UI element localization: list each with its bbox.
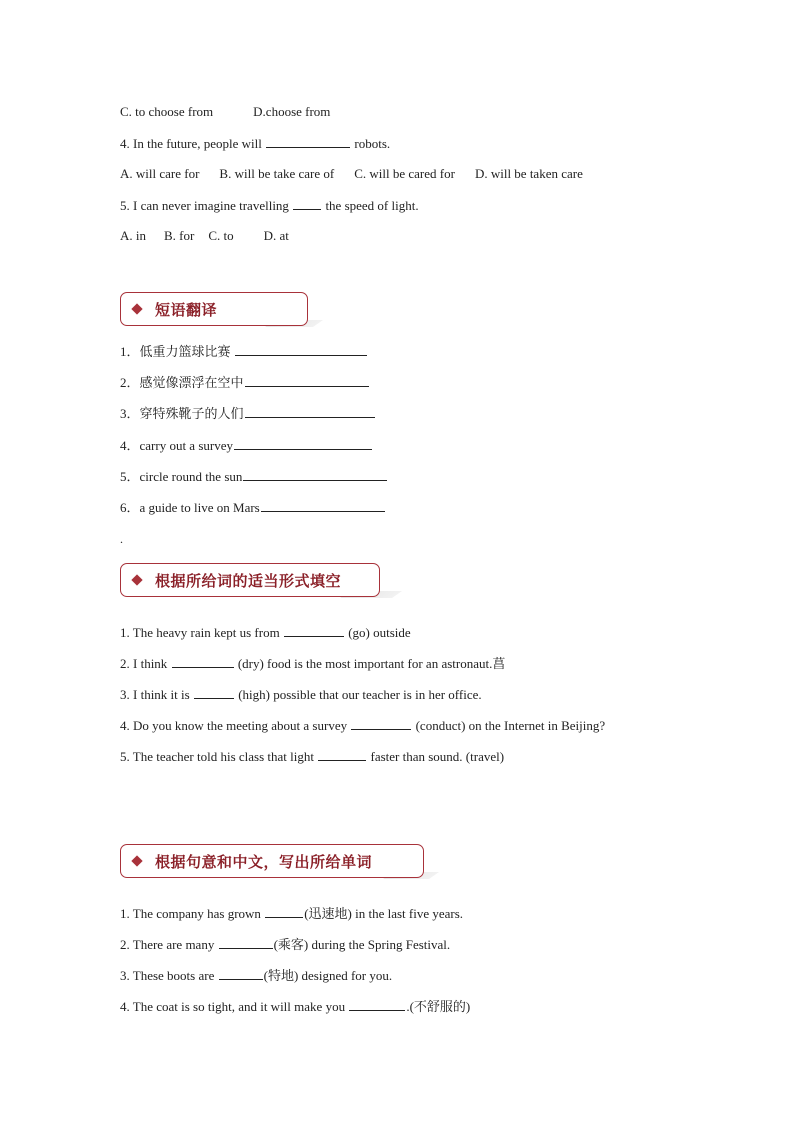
option-a: A. will care for — [120, 166, 200, 181]
list-item: 4．carry out a survey — [120, 437, 373, 454]
list-item: 1. The company has grown (迅速地) in the last five years. — [120, 906, 464, 921]
list-item: 1．低重力篮球比赛 — [120, 343, 368, 360]
answer-blank[interactable] — [219, 936, 273, 949]
option-c: C. will be cared for — [354, 166, 455, 181]
list-item: 2. There are many (乘客) during the Spring Festival. — [120, 937, 451, 952]
answer-blank[interactable] — [245, 374, 369, 387]
option-b: B. for — [164, 228, 195, 243]
answer-blank[interactable] — [349, 998, 405, 1011]
answer-blank[interactable] — [318, 748, 366, 761]
mc-q4-options — [120, 166, 583, 182]
separator-dot: . — [120, 532, 123, 546]
list-item: 6．a guide to live on Mars — [120, 499, 386, 516]
answer-blank[interactable] — [284, 624, 344, 637]
option-b: B. will be take care of — [219, 166, 335, 181]
answer-blank[interactable] — [219, 967, 263, 980]
answer-blank[interactable] — [172, 655, 234, 668]
list-item: 4. The coat is so tight, and it will make you .(不舒服的) — [120, 999, 471, 1014]
mc-q4-stem: 4. In the future, people will robots. — [120, 136, 391, 151]
list-item: 2. I think (dry) food is the most important for an astronaut.菖 — [120, 656, 506, 671]
answer-blank[interactable] — [266, 135, 350, 148]
mc-q3-options — [120, 104, 330, 120]
option-c: C. to — [208, 228, 234, 243]
diamond-icon — [131, 303, 142, 314]
answer-blank[interactable] — [261, 499, 385, 512]
option-c: C. to choose from — [120, 104, 214, 119]
answer-blank[interactable] — [265, 905, 303, 918]
option-d: D. will be taken care — [474, 166, 583, 181]
mc-q5-options — [120, 228, 289, 244]
mc-q5-stem: 5. I can never imagine travelling the speed of light. — [120, 198, 419, 213]
list-item: 4. Do you know the meeting about a survey (conduct) on the Internet in Beijing? — [120, 718, 606, 733]
list-item: 5. The teacher told his class that light faster than sound. (travel) — [120, 749, 505, 764]
diamond-icon — [131, 855, 142, 866]
answer-blank[interactable] — [234, 437, 372, 450]
list-item: 1. The heavy rain kept us from (go) outside — [120, 625, 411, 640]
diamond-icon — [131, 574, 142, 585]
section-title: 短语翻译 — [155, 300, 218, 319]
answer-blank[interactable] — [351, 717, 411, 730]
answer-blank[interactable] — [293, 197, 321, 210]
answer-blank[interactable] — [243, 468, 387, 481]
list-item: 5．circle round the sun — [120, 468, 388, 485]
section-title: 根据句意和中文，写出所给单词 — [155, 852, 373, 871]
list-item: 3．穿特殊靴子的人们 — [120, 405, 376, 422]
answer-blank[interactable] — [194, 686, 234, 699]
list-item: 2．感觉像漂浮在空中 — [120, 374, 370, 391]
list-item: 3. I think it is (high) possible that our teacher is in her office. — [120, 687, 482, 702]
list-item: 3. These boots are (特地) designed for you. — [120, 968, 393, 983]
option-d: D. at — [263, 228, 289, 243]
answer-blank[interactable] — [245, 405, 375, 418]
section-title: 根据所给词的适当形式填空 — [155, 571, 342, 590]
option-d: D.choose from — [253, 104, 331, 119]
answer-blank[interactable] — [235, 343, 367, 356]
option-a: A. in — [120, 228, 146, 243]
